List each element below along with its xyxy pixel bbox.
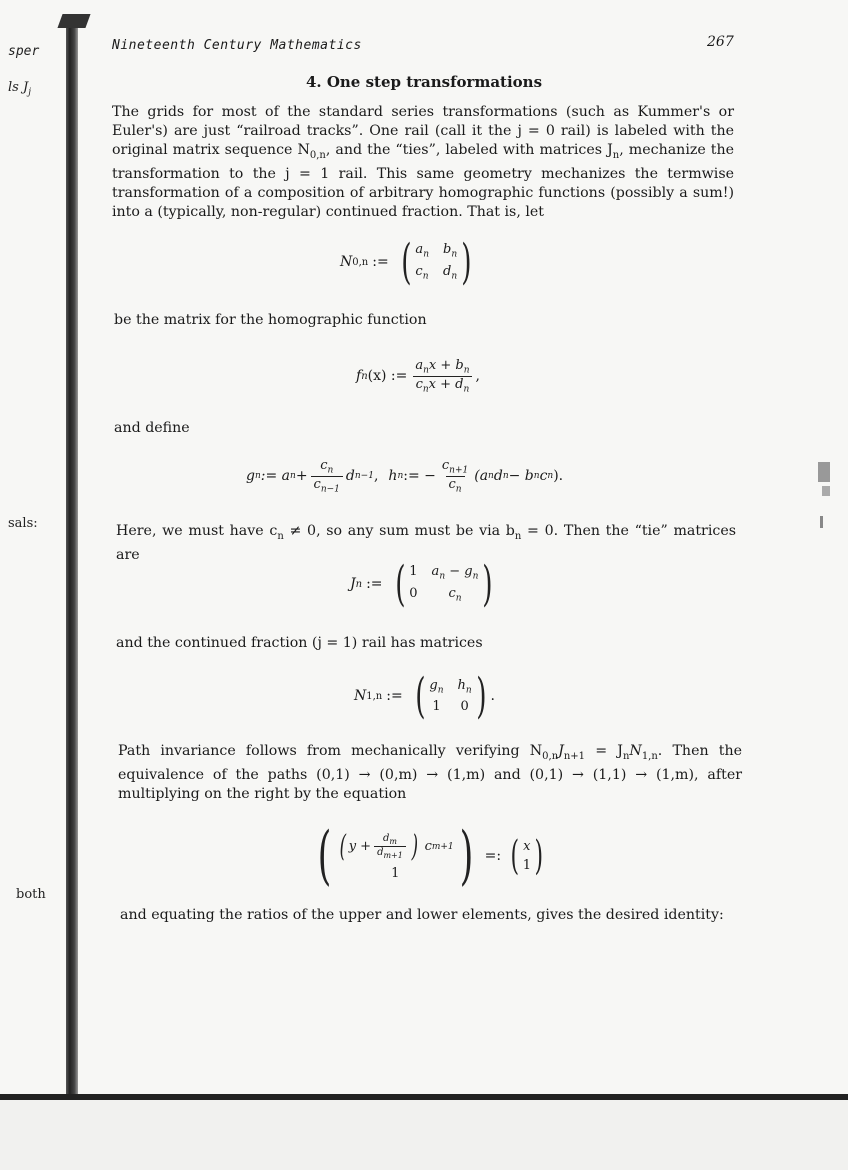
binding-shadow-top — [57, 14, 90, 28]
margin-note: both — [16, 887, 46, 902]
scan-mark — [818, 462, 830, 482]
equation-fn: f n (x) := $\frac{a_nx + b_n}{c_nx + d_n}$ , — [356, 358, 480, 395]
scan-mark — [820, 516, 823, 528]
running-header: Nineteenth Century Mathematics — [112, 38, 362, 53]
scan-mark — [822, 486, 830, 496]
scan-background — [0, 1095, 848, 1170]
binding-shadow — [66, 18, 78, 1098]
page-number: 267 — [707, 34, 734, 50]
paragraph-path-invariance: Path invariance follows from mechanically verifying $N_{0,n}J_{n+1} = J_nN_{1,n}$. Then the equivalence of the paths (0,1) → (0,m) → (1,m) and (0,1) → (1,1) → (1,m), after multiplying on the right by the equation — [118, 743, 742, 802]
fraction: $\frac{c_n}{c_{n-1}}$ — [311, 458, 343, 494]
margin-note: ls $J_j$ — [8, 80, 31, 98]
matrix-N0n: ( $a_n$ $b_n$ $c_n$ $d_n$ ) — [400, 234, 472, 290]
equation-Jn: J n := ( 1 $a_n - g_n$ 0 $c_n$ ) — [350, 560, 497, 608]
paragraph-here: Here, we must have $c_n \ne 0$, so any sum must be via $b_n = 0$. Then the “tie” matrices are — [116, 523, 736, 563]
paragraph-cf-rail: and the continued fraction (j = 1) rail has matrices — [116, 635, 483, 651]
fraction: $\frac{a_nx + b_n}{c_nx + d_n}$ — [412, 358, 472, 394]
equation-column-vector: ( ( y + $\frac{d_m}{d_{m+1}}$ ) c m+1 1 ) =: ( x 1 ) — [317, 819, 544, 893]
fraction: $\frac{d_m}{d_{m+1}}$ — [374, 833, 406, 860]
intro-paragraph: The grids for most of the standard series transformations (such as Kummer's or Euler's) are just “railroad tracks”. One rail (call it the j = 0 rail) is labeled with the original matrix sequence $N_{0,n}$, and the “ties”, labeled with matrices $J_n$, mechanize the transformation to the j = 1 rail. This same geometry mechanizes the termwise transformation of a composition of arbitrary homographic functions (possibly a sum!) into a (typically, non-regular) continued fraction. That is, let — [112, 104, 735, 220]
equation-gn-hn: g n := a n + $\frac{c_n}{c_{n-1}}$ d n−1 , h n := − $\frac{c_{n+1}}{c_n}$ (a n d n − b n c n ). — [246, 458, 564, 495]
page-bottom-edge — [0, 1094, 848, 1100]
paragraph-and-define: and define — [114, 420, 190, 436]
equation-N1n: N 1,n := ( $g_n$ $h_n$ 1 0 ) . — [354, 668, 495, 724]
margin-note: sals: — [8, 516, 38, 531]
section-heading: 4. One step transformations — [305, 73, 543, 91]
paragraph-matrix-for: be the matrix for the homographic function — [114, 312, 427, 328]
matrix-Jn: ( 1 $a_n - g_n$ 0 $c_n$ ) — [394, 556, 493, 612]
equation-N0n: N 0,n := ( $a_n$ $b_n$ $c_n$ $d_n$ ) — [340, 238, 476, 286]
margin-note: sper — [8, 44, 40, 59]
matrix-N1n: ( $g_n$ $h_n$ 1 0 ) — [414, 668, 487, 724]
fraction: $\frac{c_{n+1}}{c_n}$ — [441, 458, 469, 495]
paragraph-equating: and equating the ratios of the upper and lower elements, gives the desired identity: — [120, 907, 724, 923]
